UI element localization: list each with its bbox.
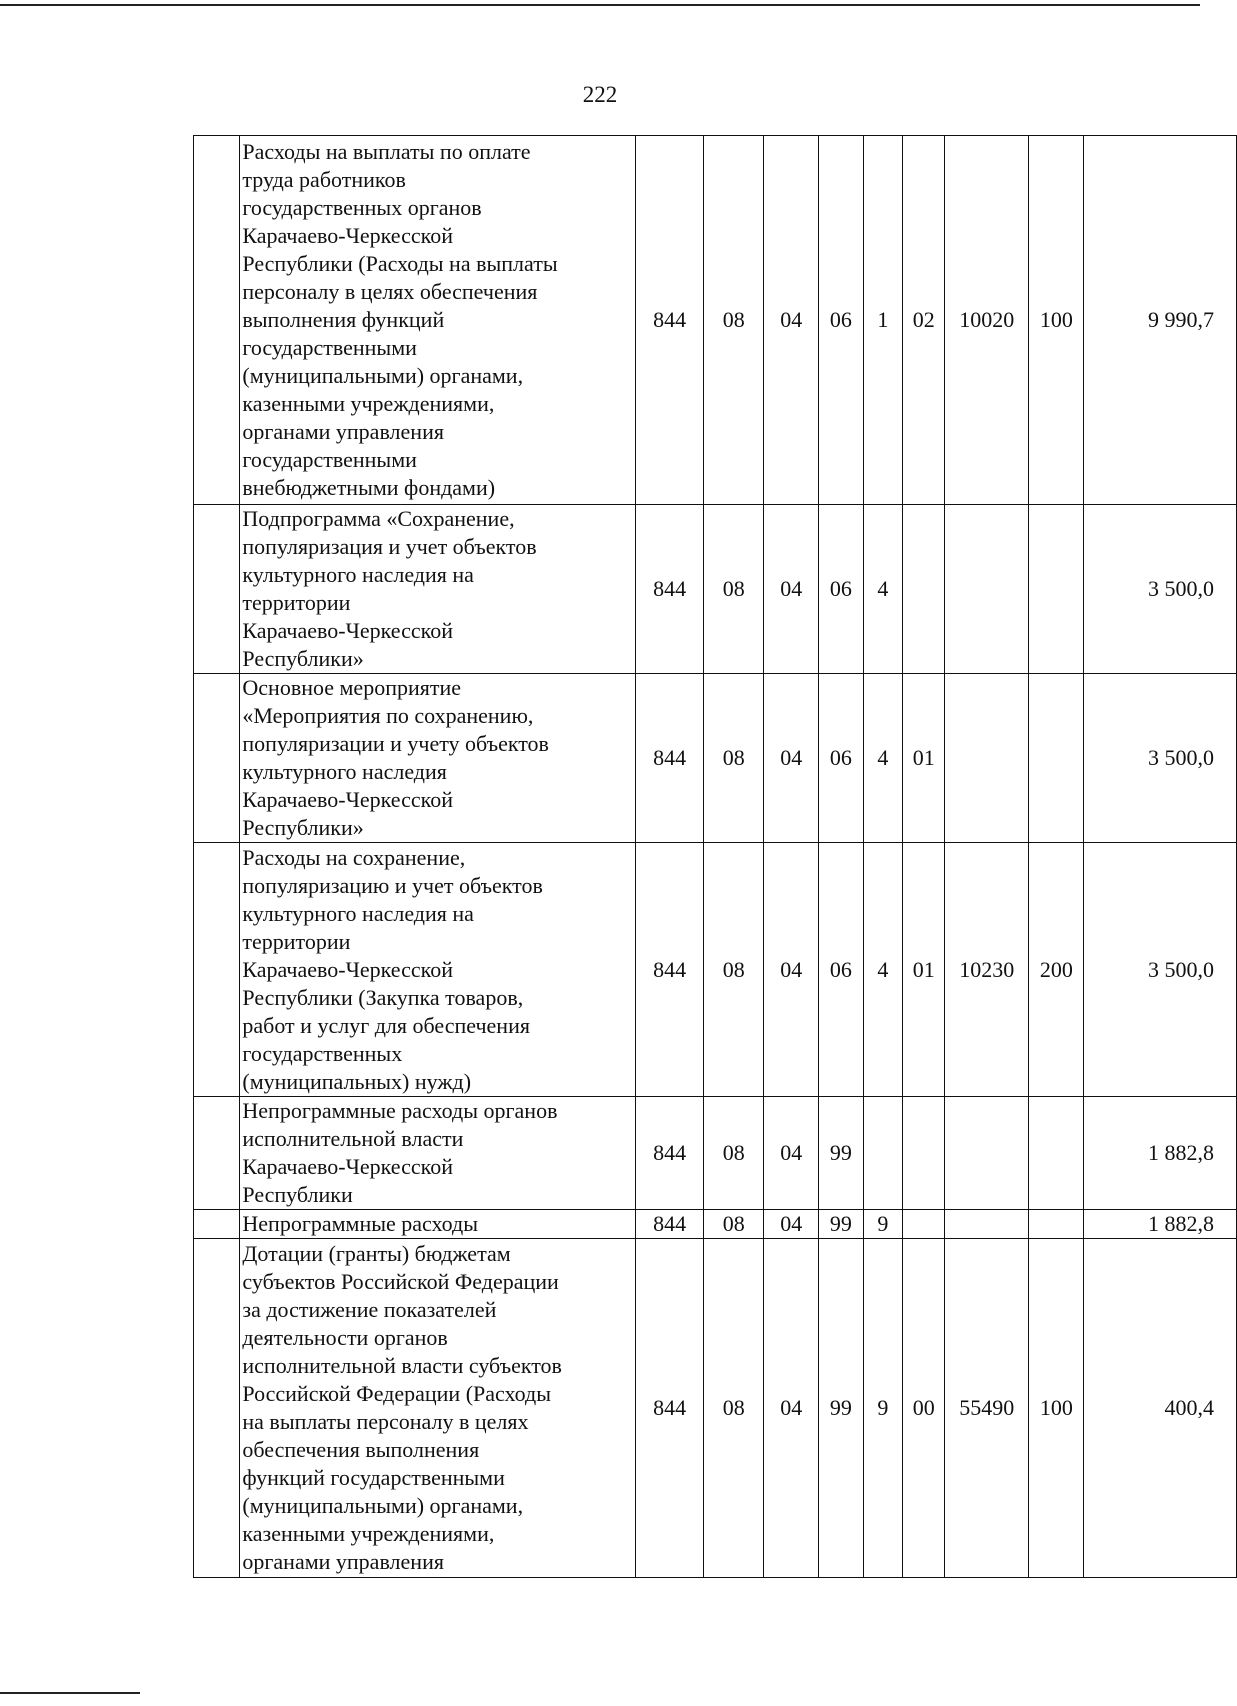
subsection-code-cell: 04 [764,1210,819,1239]
table-row [194,1210,1237,1239]
expense-type-code-cell [1029,674,1084,843]
measure-code-cell: 01 [903,843,945,1097]
measure-code-cell [903,505,945,674]
measure-code-cell [903,1097,945,1210]
amount-cell: 3 500,0 [1084,674,1237,843]
direction-code-cell [945,674,1029,843]
amount-cell: 1 882,8 [1084,1097,1237,1210]
direction-code-cell [945,1097,1029,1210]
subsection-code-cell: 04 [764,136,819,505]
row-number-cell [194,843,240,1097]
amount-cell: 1 882,8 [1084,1210,1237,1239]
table-row [194,1097,1237,1210]
ved-code-cell: 844 [635,1239,704,1578]
table-row [194,505,1237,674]
measure-code-cell: 02 [903,136,945,505]
top-border-line [0,4,1200,6]
program-code-cell: 06 [819,843,863,1097]
direction-code-cell: 55490 [945,1239,1029,1578]
expense-name-cell: Расходы на выплаты по оплате труда работников государственных органов Карачаево-Черкесской Республики (Расходы на выплаты персоналу в целях обеспечения выполнения функций государственными (муниципальными) органами, казенными учреждениями, органами управления государственными внебюджетными фондами) [240,136,636,505]
budget-table [193,135,1237,1578]
amount-cell: 3 500,0 [1084,505,1237,674]
subsection-code-cell: 04 [764,1097,819,1210]
subprogram-code-cell: 9 [863,1239,903,1578]
expense-type-code-cell: 100 [1029,136,1084,505]
row-number-cell [194,674,240,843]
amount-cell: 9 990,7 [1084,136,1237,505]
table-row [194,1239,1237,1578]
expense-type-code-cell [1029,1097,1084,1210]
subsection-code-cell: 04 [764,1239,819,1578]
subprogram-code-cell [863,1097,903,1210]
amount-cell: 3 500,0 [1084,843,1237,1097]
ved-code-cell: 844 [635,674,704,843]
row-number-cell [194,1210,240,1239]
expense-type-code-cell: 200 [1029,843,1084,1097]
section-code-cell: 08 [704,843,764,1097]
ved-code-cell: 844 [635,1210,704,1239]
subprogram-code-cell: 4 [863,505,903,674]
measure-code-cell [903,1210,945,1239]
program-code-cell: 99 [819,1239,863,1578]
table-row [194,674,1237,843]
direction-code-cell [945,505,1029,674]
subsection-code-cell: 04 [764,843,819,1097]
measure-code-cell: 00 [903,1239,945,1578]
measure-code-cell: 01 [903,674,945,843]
subprogram-code-cell: 9 [863,1210,903,1239]
section-code-cell: 08 [704,136,764,505]
expense-name-cell: Основное мероприятие «Мероприятия по сохранению, популяризации и учету объектов культурного наследия Карачаево-Черкесской Республики» [240,674,636,843]
expense-type-code-cell [1029,1210,1084,1239]
section-code-cell: 08 [704,1239,764,1578]
direction-code-cell [945,1210,1029,1239]
ved-code-cell: 844 [635,136,704,505]
subsection-code-cell: 04 [764,674,819,843]
expense-name-cell: Расходы на сохранение, популяризацию и учет объектов культурного наследия на территории Карачаево-Черкесской Республики (Закупка товаров, работ и услуг для обеспечения государственных (муниципальных) нужд) [240,843,636,1097]
subprogram-code-cell: 1 [863,136,903,505]
section-code-cell: 08 [704,505,764,674]
ved-code-cell: 844 [635,843,704,1097]
table-row [194,843,1237,1097]
program-code-cell: 99 [819,1210,863,1239]
row-number-cell [194,1239,240,1578]
table-row [194,136,1237,505]
subprogram-code-cell: 4 [863,674,903,843]
page-number: 222 [582,82,618,107]
expense-name-cell: Непрограммные расходы органов исполнительной власти Карачаево-Черкесской Республики [240,1097,636,1210]
row-number-cell [194,1097,240,1210]
section-code-cell: 08 [704,674,764,843]
row-number-cell [194,136,240,505]
program-code-cell: 06 [819,505,863,674]
program-code-cell: 99 [819,1097,863,1210]
expense-name-cell: Непрограммные расходы [240,1210,636,1239]
row-number-cell [194,505,240,674]
direction-code-cell: 10020 [945,136,1029,505]
expense-type-code-cell: 100 [1029,1239,1084,1578]
ved-code-cell: 844 [635,1097,704,1210]
expense-name-cell: Дотации (гранты) бюджетам субъектов Российской Федерации за достижение показателей деятельности органов исполнительной власти субъектов Российской Федерации (Расходы на выплаты персоналу в целях обеспечения выполнения функций государственными (муниципальными) органами, казенными учреждениями, органами управления [240,1239,636,1578]
amount-cell: 400,4 [1084,1239,1237,1578]
footer-line [0,1692,140,1694]
subsection-code-cell: 04 [764,505,819,674]
program-code-cell: 06 [819,136,863,505]
section-code-cell: 08 [704,1097,764,1210]
section-code-cell: 08 [704,1210,764,1239]
expense-type-code-cell [1029,505,1084,674]
subprogram-code-cell: 4 [863,843,903,1097]
expense-name-cell: Подпрограмма «Сохранение, популяризация и учет объектов культурного наследия на территории Карачаево-Черкесской Республики» [240,505,636,674]
program-code-cell: 06 [819,674,863,843]
direction-code-cell: 10230 [945,843,1029,1097]
ved-code-cell: 844 [635,505,704,674]
